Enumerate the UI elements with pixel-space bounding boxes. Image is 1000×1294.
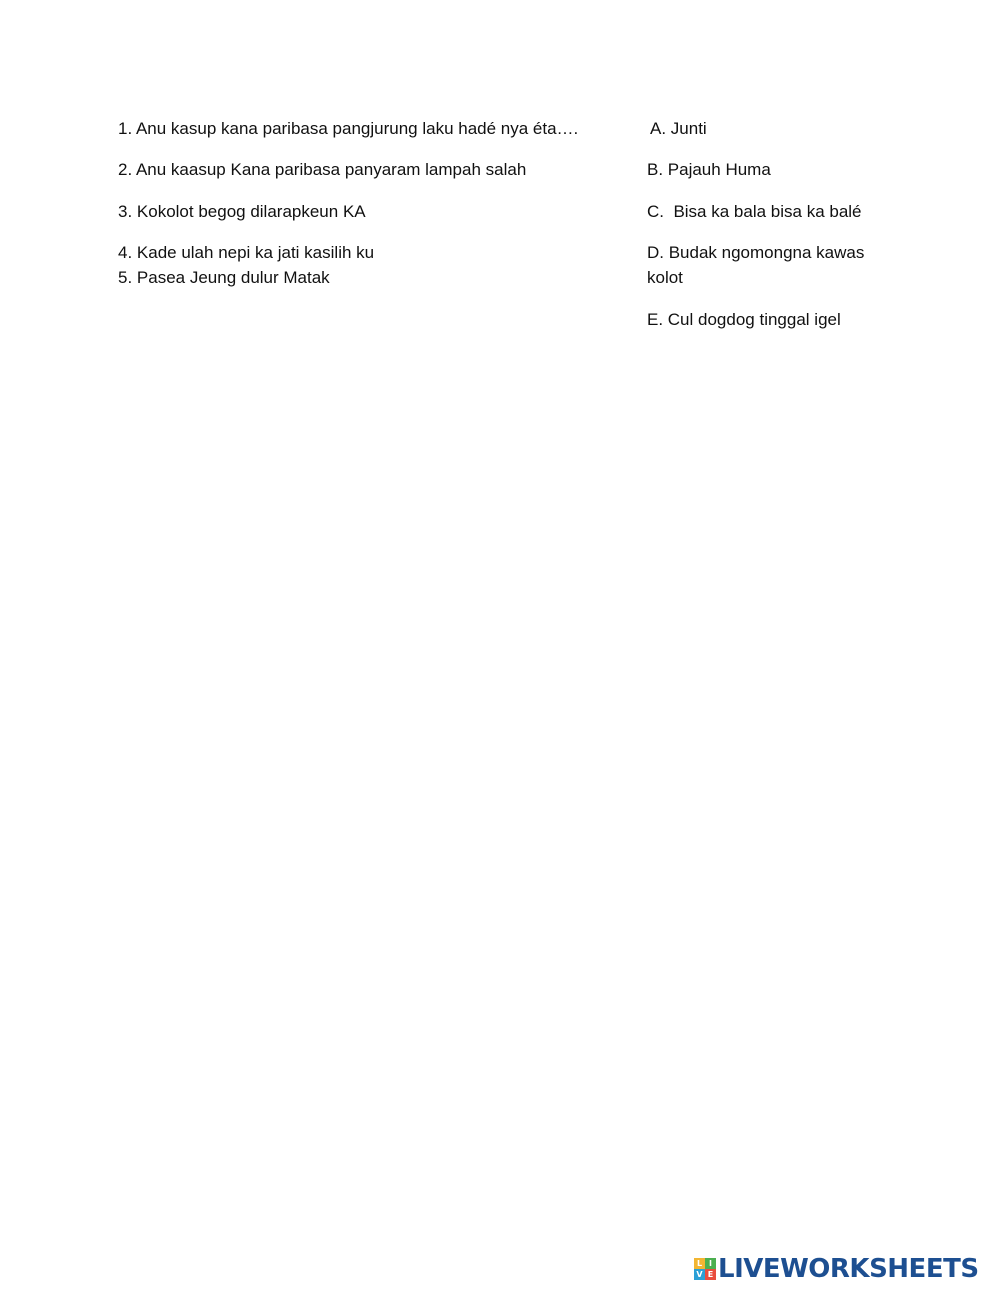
logo-mark-e: E (705, 1269, 716, 1280)
logo-mark-i: I (705, 1258, 716, 1269)
question-3: 3. Kokolot begog dilarapkeun KA (118, 202, 366, 221)
liveworksheets-logo (694, 1254, 979, 1284)
logo-mark-l: L (694, 1258, 705, 1269)
liveworksheets-logo-icon (694, 1258, 716, 1280)
question-4: 4. Kade ulah nepi ka jati kasilih ku (118, 243, 375, 262)
question-5: 5. Pasea Jeung dulur Matak (118, 268, 330, 287)
question-2: 2. Anu kaasup Kana paribasa panyaram lampah salah (118, 160, 527, 179)
logo-mark-v: V (694, 1269, 705, 1280)
answer-a: A. Junti (650, 119, 707, 138)
logo-text: LIVEWORKSHEETS (718, 1254, 979, 1284)
answer-c: C. Bisa ka bala bisa ka balé (647, 202, 862, 221)
answer-b: B. Pajauh Huma (647, 160, 771, 179)
answer-d: D. Budak ngomongna kawas kolot (647, 243, 865, 287)
question-1: 1. Anu kasup kana paribasa pangjurung laku hadé nya éta…. (118, 119, 579, 138)
answer-e: E. Cul dogdog tinggal igel (647, 310, 841, 329)
